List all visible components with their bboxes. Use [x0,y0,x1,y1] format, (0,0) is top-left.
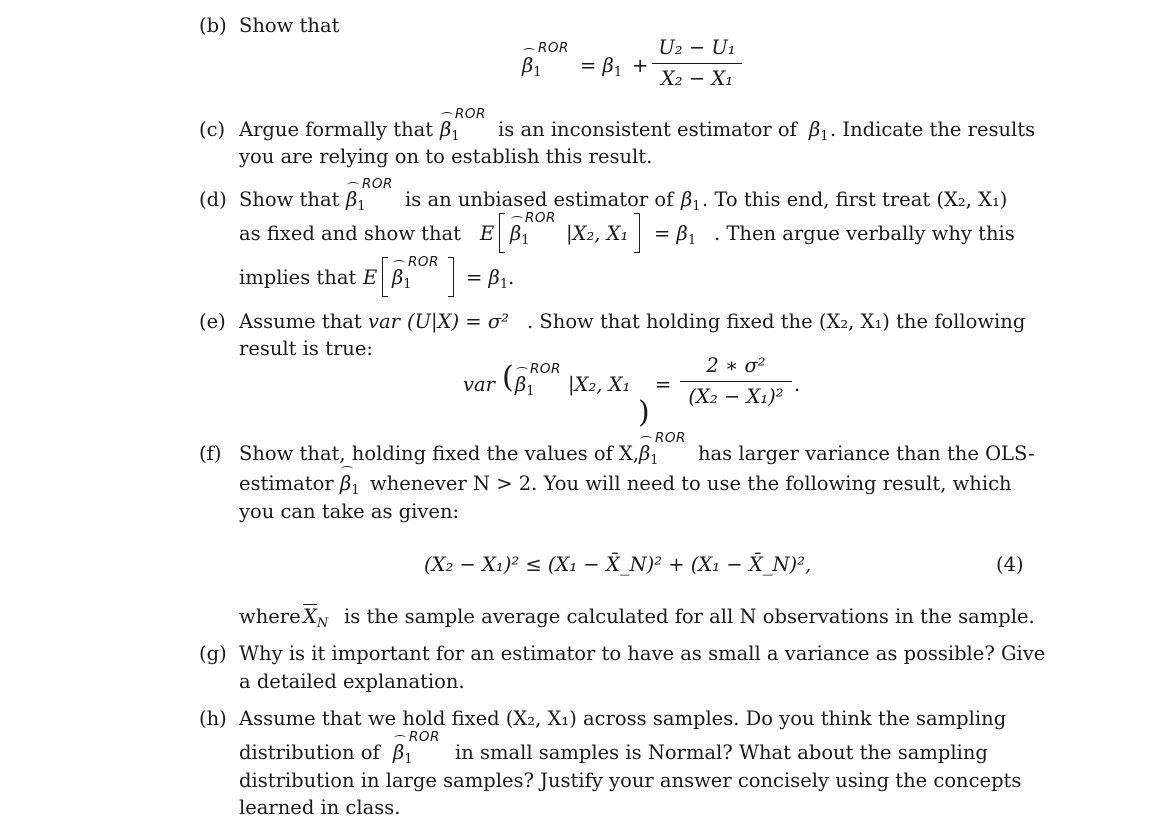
item-d-eq-beta1: = $\beta_1$ [654,222,697,248]
item-d-left-bracket [499,213,505,253]
item-d-right-bracket [634,213,640,253]
item-f-beta-hat-ror: $\beta_1$ [639,442,659,468]
item-b-text: Show that [239,14,340,37]
item-f-line1-a: Show that, holding fixed the values of X, [239,442,640,465]
item-f-ror-superscript: ROR [655,430,686,446]
item-label-b: (b) [199,14,227,37]
item-label-e: (e) [199,310,226,333]
item-f-inequality: (X₂ − X₁)² ≤ (X₁ − X̄_N)² + (X₁ − X̄_N)², [424,553,812,576]
item-h-line2-b: in small samples is Normal? What about the sampling [455,741,988,764]
item-e-line1-b: (U|X) = σ² [407,310,509,333]
item-h-line3: distribution in large samples? Justify your answer concisely using the concepts [239,769,1022,792]
item-d-line2-a: as fixed and show that [239,222,461,245]
item-f-where-a: where [239,605,301,628]
item-d-ror-superscript-2: ROR [525,210,556,226]
item-e-line1-c: . Show that holding fixed the (X₂, X₁) the following [527,310,1026,333]
item-b-frac-num: U₂ − U₁ [658,36,736,59]
item-h-ror-superscript: ROR [409,729,440,745]
item-label-h: (h) [199,707,227,730]
equation-number: (4) [996,553,1024,576]
item-f-beta-hat-ols: $\beta_1$ [340,472,360,498]
item-d-line1-c: . To this end, first treat (X₂, X₁) [702,188,1008,211]
item-d-ror-superscript-3: ROR [408,254,439,270]
item-b-ror-superscript: ROR [538,40,569,56]
item-f-line3: you can take as given: [239,500,460,523]
item-d-eq-beta1-2: = $\beta_1$. [466,266,515,292]
item-d-beta1: $\beta_1$ [681,188,701,214]
item-e-ror-superscript: ROR [530,361,561,377]
item-e-beta-hat: $\beta_1$ [515,373,535,399]
item-b-beta-hat: $\beta_1$ [522,54,542,80]
item-f-line2-a: estimator [239,472,334,495]
item-f-line2-b: whenever N > 2. You will need to use the following result, which [370,472,1012,495]
item-d-ror-superscript: ROR [362,176,393,192]
item-c-line1-a: Argue formally that [239,118,434,141]
item-e-left-paren: ( [502,360,514,395]
item-c-beta1: $\beta_1$ [809,118,829,144]
item-e-frac-den: (X₂ − X₁)² [688,385,784,408]
item-b-frac-den: X₂ − X₁ [660,67,734,90]
item-b-plus: + [632,54,649,77]
item-e-frac-num: 2 ∗ σ² [706,354,766,377]
item-h-beta-hat: $\beta_1$ [393,741,413,767]
item-label-d: (d) [199,188,227,211]
item-d-expectation-E-2: E [363,266,378,289]
item-e-fraction [680,354,792,408]
item-d-beta-hat-2: $\beta_1$ [392,266,412,292]
item-e-period: . [794,373,801,396]
item-f-line1-b: has larger variance than the OLS- [698,442,1035,465]
item-label-g: (g) [199,642,227,665]
item-e-eq-condition: |X₂, X₁ [568,373,631,396]
item-d-condition: |X₂, X₁ [566,222,629,245]
item-h-line2-a: distribution of [239,741,380,764]
item-d-line1-a: Show that [239,188,340,211]
item-g-line2: a detailed explanation. [239,670,465,693]
item-h-line1: Assume that we hold fixed (X₂, X₁) across samples. Do you think the sampling [239,707,1007,730]
item-e-var: var [368,310,400,333]
item-d-right-bracket-2 [448,257,454,297]
item-c-beta-hat: $\beta_1$ [440,118,460,144]
item-e-eq-var: var [463,373,495,396]
item-e-line2: result is true: [239,337,373,360]
item-d-beta-hat-cond: $\beta_1$ [510,222,530,248]
item-c-line1-c: . Indicate the results [830,118,1036,141]
item-d-line3-a: implies that [239,266,357,289]
item-label-f: (f) [199,442,222,465]
item-d-line2-b: . Then argue verbally why this [714,222,1015,245]
item-d-line1-b: is an unbiased estimator of [405,188,674,211]
item-d-left-bracket-2 [382,257,388,297]
item-d-beta-hat: $\beta_1$ [346,188,366,214]
item-e-line1-a: Assume that [239,310,362,333]
item-b-eq-rhs: = $\beta_1$ [580,54,623,80]
item-e-right-paren: ) [638,395,650,430]
item-g-line1: Why is it important for an estimator to have as small a variance as possible? Give [239,642,1046,665]
item-f-where-b: is the sample average calculated for all N observations in the sample. [344,605,1035,628]
item-f-xbar: $\overline{X}_N$ [303,605,329,631]
item-label-c: (c) [199,118,226,141]
item-h-line4: learned in class. [239,796,401,819]
item-d-expectation-E: E [480,222,495,245]
item-c-ror-superscript: ROR [455,106,486,122]
item-c-line2: you are relying on to establish this result. [239,145,653,168]
item-b-fraction [652,36,742,90]
item-e-equals: = [655,373,672,396]
item-c-line1-b: is an inconsistent estimator of [498,118,797,141]
